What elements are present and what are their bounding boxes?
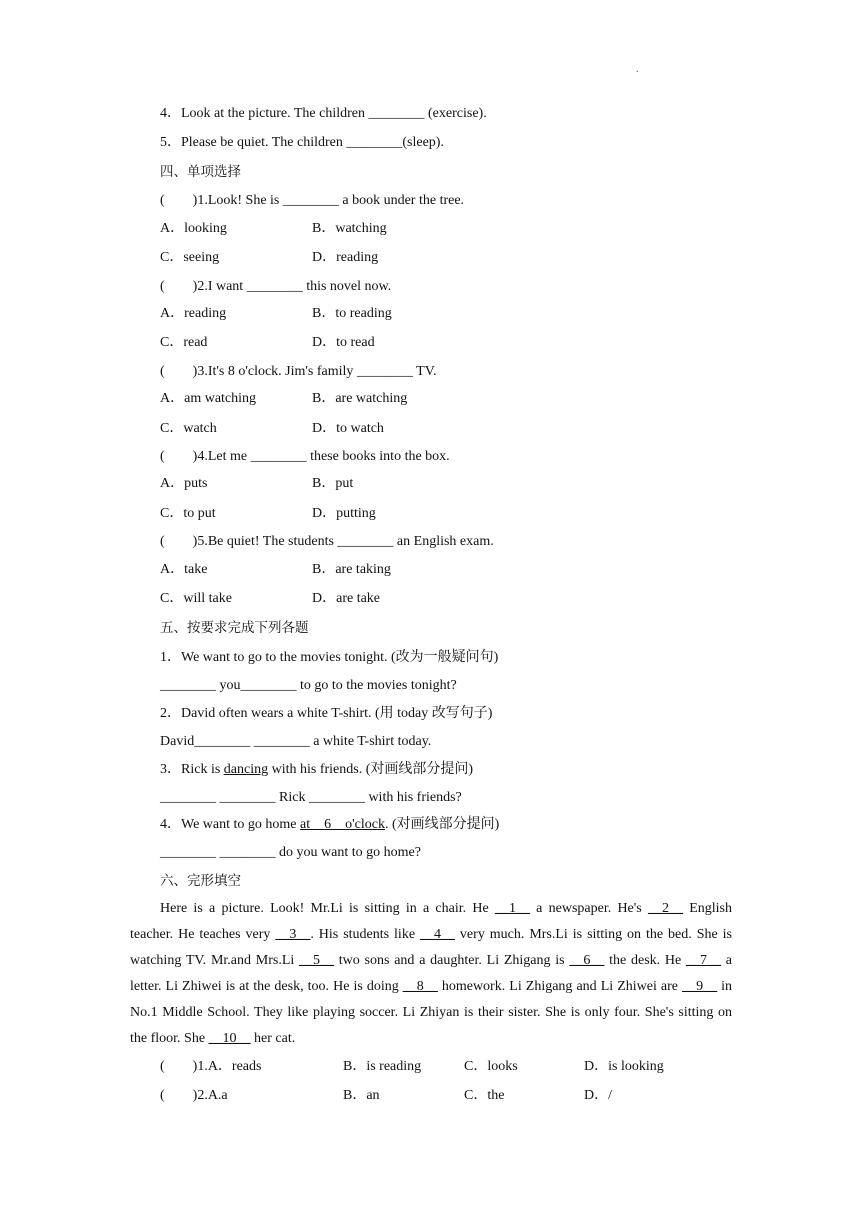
q3-text-post: with his friends. (对画线部分提问) — [268, 762, 474, 777]
mc-q4-option-b: B．put — [312, 476, 354, 491]
cloze-blank: __8__ — [402, 979, 438, 994]
cloze-text: . His students like — [310, 927, 420, 942]
corner-mark: . — [636, 64, 639, 75]
cloze-text: the desk. He — [604, 953, 687, 968]
mc-question-5: ( )5.Be quiet! The students ________ an English exam. — [160, 534, 494, 549]
cloze-passage — [130, 896, 732, 1052]
mc-q1-option-b: B．watching — [312, 221, 387, 236]
cloze-q1-option-c: C．looks — [464, 1059, 518, 1074]
q4-text-post: . (对画线部分提问) — [384, 817, 500, 832]
cloze-q1-option-b: B．is reading — [343, 1059, 422, 1074]
cloze-blank: __10__ — [208, 1031, 251, 1046]
cloze-q1-option-d: D．is looking — [584, 1059, 664, 1074]
transform-answer-1: ________ you________ to go to the movies tonight? — [160, 678, 457, 693]
q3-text-pre: 3．Rick is — [160, 762, 224, 777]
cloze-text: a letter. Li Zhiwei is at the desk, too. He is doing — [130, 953, 733, 994]
cloze-text: in No.1 Middle School. They like playing soccer. Li Zhiyan is their sister. She is only four. She's sitting on the floor. She — [130, 979, 733, 1046]
transform-answer-3: ________ ________ Rick ________ with his friends? — [160, 790, 462, 805]
q3-underlined-part: dancing — [223, 762, 269, 777]
mc-q3-option-a: A．am watching — [160, 391, 257, 406]
transform-question-1: 1．We want to go to the movies tonight. (改为一般疑问句) — [160, 650, 499, 665]
mc-q3-option-c: C．watch — [160, 421, 217, 436]
cloze-text: English teacher. He teaches very — [130, 901, 732, 942]
cloze-text: Here is a picture. Look! Mr.Li is sitting in a chair. He — [160, 901, 495, 916]
mc-q4-option-a: A．puts — [160, 476, 208, 491]
mc-q5-option-d: D．are take — [312, 591, 381, 606]
transform-answer-2: David________ ________ a white T-shirt today. — [160, 734, 432, 749]
mc-q2-option-a: A．reading — [160, 306, 227, 321]
mc-q5-option-b: B．are taking — [312, 562, 391, 577]
cloze-text: very much. Mrs.Li is sitting on the bed. She is watching TV. Mr.and Mrs.Li — [130, 927, 732, 968]
mc-q3-option-b: B．are watching — [312, 391, 408, 406]
cloze-blank: __3__ — [275, 927, 311, 942]
cloze-blank: __7__ — [686, 953, 722, 968]
transform-question-3 — [160, 760, 473, 780]
mc-q5-option-a: A．take — [160, 562, 208, 577]
mc-q1-option-c: C．seeing — [160, 250, 220, 265]
mc-q1-option-a: A．looking — [160, 221, 227, 236]
section3-item-4: 4．Look at the picture. The children ________ (exercise). — [160, 106, 487, 121]
cloze-q2-option-d: D．/ — [584, 1088, 612, 1103]
cloze-text: her cat. — [250, 1031, 296, 1046]
cloze-blank: __1__ — [494, 901, 530, 916]
transform-answer-4: ________ ________ do you want to go home? — [160, 845, 421, 860]
cloze-q2-stem: ( )2.A.a — [160, 1088, 228, 1103]
cloze-q1-stem: ( )1.A．reads — [160, 1059, 262, 1074]
mc-question-1: ( )1.Look! She is ________ a book under the tree. — [160, 193, 465, 208]
mc-q4-option-d: D．putting — [312, 506, 376, 521]
section3-item-5: 5．Please be quiet. The children ________(sleep). — [160, 135, 444, 150]
mc-question-3: ( )3.It's 8 o'clock. Jim's family ________ TV. — [160, 364, 437, 379]
mc-q2-option-d: D．to read — [312, 335, 375, 350]
cloze-q2-option-b: B．an — [343, 1088, 380, 1103]
section4-heading: 四、单项选择 — [160, 164, 241, 180]
mc-q2-option-c: C．read — [160, 335, 208, 350]
cloze-blank: __2__ — [647, 901, 683, 916]
mc-q3-option-d: D．to watch — [312, 421, 384, 436]
mc-q4-option-c: C．to put — [160, 506, 216, 521]
mc-question-4: ( )4.Let me ________ these books into the box. — [160, 449, 450, 464]
cloze-text: a newspaper. He's — [529, 901, 648, 916]
section6-heading: 六、完形填空 — [160, 873, 241, 889]
cloze-q2-option-c: C．the — [464, 1088, 505, 1103]
section5-heading: 五、按要求完成下列各题 — [160, 620, 309, 636]
cloze-text: two sons and a daughter. Li Zhigang is — [334, 953, 570, 968]
mc-q5-option-c: C．will take — [160, 591, 232, 606]
mc-q2-option-b: B．to reading — [312, 306, 392, 321]
mc-question-2: ( )2.I want ________ this novel now. — [160, 279, 392, 294]
transform-question-2: 2．David often wears a white T-shirt. (用 today 改写句子) — [160, 706, 493, 721]
q4-text-pre: 4．We want to go home — [160, 817, 301, 832]
cloze-text: homework. Li Zhigang and Li Zhiwei are — [437, 979, 683, 994]
transform-question-4 — [160, 815, 499, 835]
mc-q1-option-d: D．reading — [312, 250, 379, 265]
cloze-blank: __5__ — [299, 953, 335, 968]
cloze-blank: __9__ — [682, 979, 718, 994]
cloze-blank: __4__ — [419, 927, 455, 942]
q4-underlined-part: at 6 o'clock — [300, 817, 385, 832]
cloze-blank: __6__ — [569, 953, 605, 968]
